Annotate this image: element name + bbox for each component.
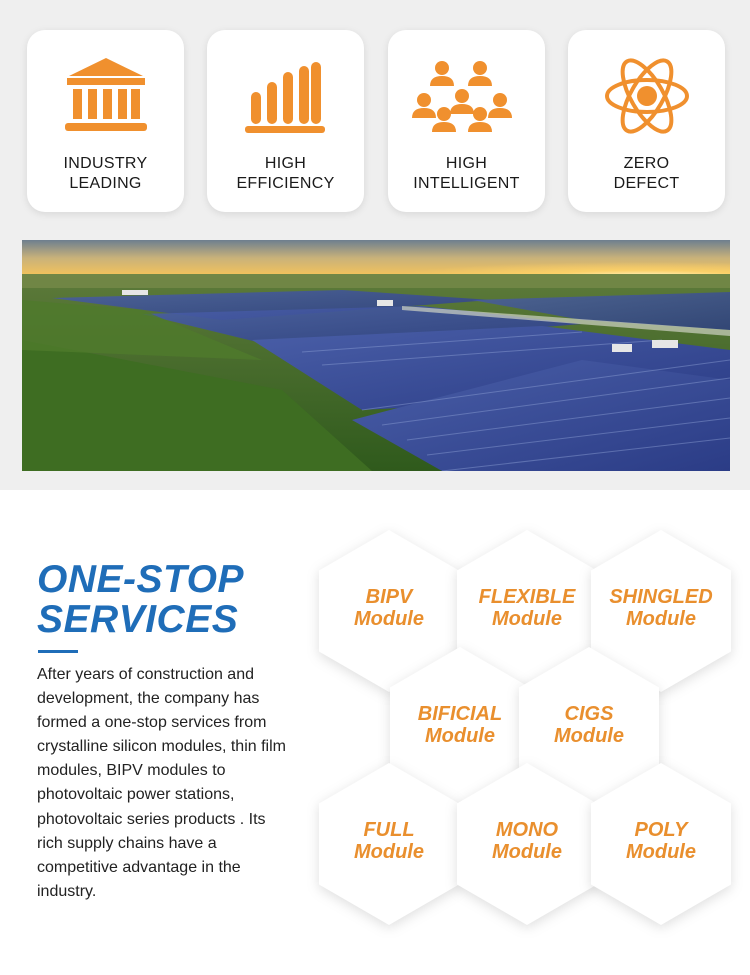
feature-card-zero-defect — [568, 30, 725, 212]
feature-label-line1: HIGH — [264, 155, 307, 172]
module-hex-full — [319, 763, 459, 925]
bar-chart-icon — [207, 46, 364, 146]
module-name: SHINGLED — [609, 586, 713, 608]
module-name: BIFICIAL — [417, 703, 503, 725]
services-description: After years of construction and development, the company has formed a one-stop services from crystalline silicon modules, thin film modules, BIPV modules to photovoltaic power stations, photovoltaic series products . Its rich supply chains have a competitive advantage in the industry. — [37, 666, 286, 900]
module-name: FLEXIBLE — [478, 586, 576, 608]
feature-label-line1: HIGH — [445, 155, 488, 172]
module-suffix: Module — [354, 841, 424, 863]
module-suffix: Module — [492, 841, 562, 863]
module-name: FULL — [363, 819, 415, 841]
module-suffix: Module — [492, 608, 562, 630]
module-suffix: Module — [425, 725, 495, 747]
feature-label-line1: ZERO — [623, 155, 670, 172]
solar-farm-photo — [22, 240, 730, 471]
module-name: MONO — [495, 819, 559, 841]
module-suffix: Module — [554, 725, 624, 747]
module-name: POLY — [634, 819, 688, 841]
module-name: BIPV — [365, 586, 413, 608]
bank-icon — [27, 46, 184, 146]
module-suffix: Module — [626, 841, 696, 863]
module-hex-mono — [457, 763, 597, 925]
module-name: CIGS — [564, 703, 614, 725]
feature-label-line2: EFFICIENCY — [236, 175, 335, 192]
module-hex-grid — [316, 528, 736, 928]
feature-card-high-intelligent — [388, 30, 545, 212]
services-title-line1: ONE-STOP — [37, 558, 244, 601]
services-heading — [37, 560, 317, 640]
feature-label-line1: INDUSTRY — [63, 155, 148, 172]
module-suffix: Module — [354, 608, 424, 630]
atom-icon — [568, 46, 725, 146]
module-hex-poly — [591, 763, 731, 925]
services-title-line2: SERVICES — [37, 598, 239, 641]
people-network-icon — [388, 46, 545, 146]
feature-card-high-efficiency — [207, 30, 364, 212]
title-divider — [38, 650, 78, 653]
feature-label-line2: INTELLIGENT — [413, 175, 520, 192]
feature-label-line2: DEFECT — [613, 175, 680, 192]
module-suffix: Module — [626, 608, 696, 630]
feature-label-line2: LEADING — [69, 175, 142, 192]
feature-card-industry-leading — [27, 30, 184, 212]
